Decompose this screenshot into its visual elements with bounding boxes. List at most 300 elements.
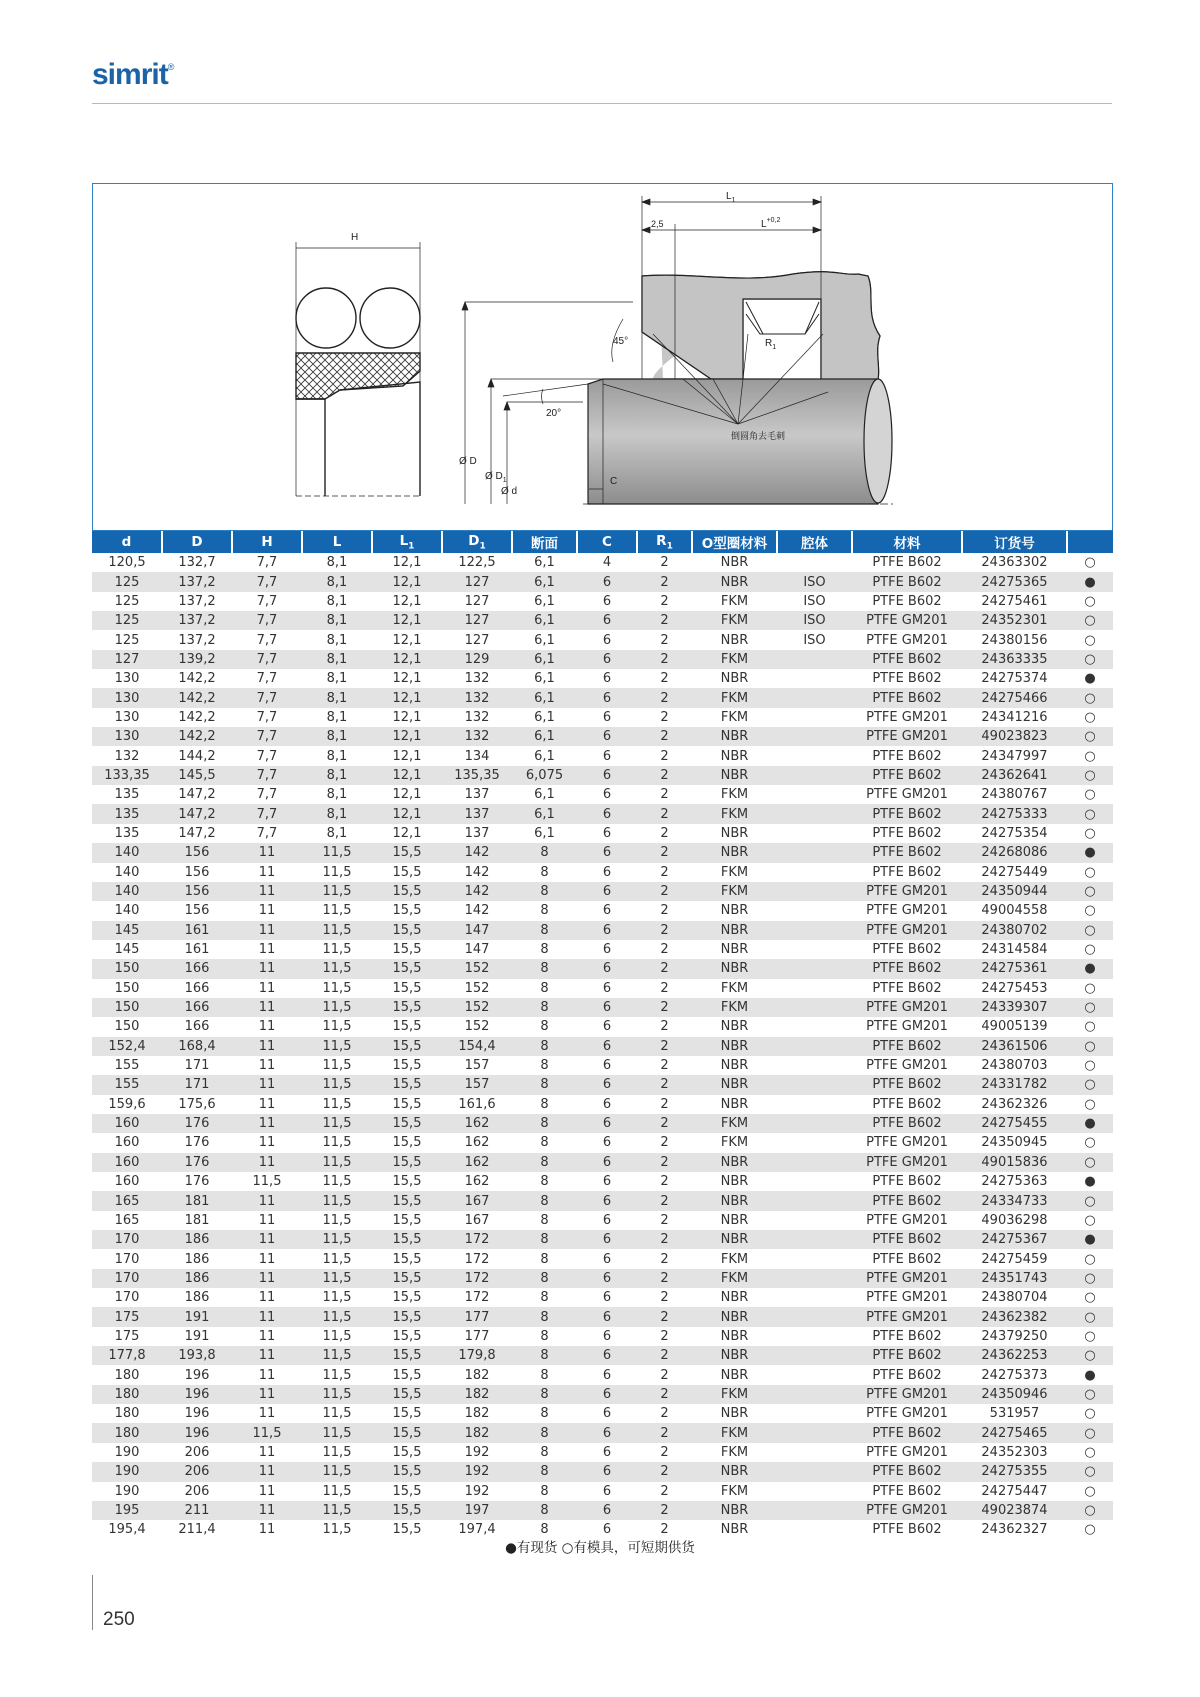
cell-col-R1: 2 [637, 727, 692, 746]
table-body [92, 553, 1113, 1540]
cell-col-material: PTFE B602 [852, 1172, 962, 1191]
cell-col-L1: 15,5 [372, 1307, 442, 1326]
cell-col-cross-section: 8 [512, 1056, 577, 1075]
cell-col-D: 191 [162, 1307, 232, 1326]
cell-col-L: 11,5 [302, 882, 372, 901]
label-angle-20: 20° [546, 408, 562, 419]
cell-col-oring-material: NBR [692, 1095, 777, 1114]
cell-col-D1: 122,5 [442, 553, 512, 572]
cell-col-L1: 15,5 [372, 1443, 442, 1462]
cell-col-cavity [777, 1172, 852, 1191]
cell-col-L: 11,5 [302, 1385, 372, 1404]
cell-col-order-number: 24362641 [962, 766, 1067, 785]
cell-col-oring-material: NBR [692, 1191, 777, 1210]
cell-col-availability: ○ [1067, 1307, 1113, 1326]
cell-col-D1: 127 [442, 611, 512, 630]
cell-col-H: 11 [232, 1095, 302, 1114]
cell-col-material: PTFE B602 [852, 592, 962, 611]
registered-mark: ® [167, 62, 174, 72]
cell-col-L: 11,5 [302, 921, 372, 940]
cell-col-L1: 15,5 [372, 1288, 442, 1307]
cell-col-L1: 12,1 [372, 824, 442, 843]
cell-col-oring-material: NBR [692, 1230, 777, 1249]
cell-col-D: 175,6 [162, 1095, 232, 1114]
cell-col-H: 11 [232, 843, 302, 862]
cell-col-H: 7,7 [232, 746, 302, 765]
cell-col-cross-section: 6,1 [512, 746, 577, 765]
cell-col-D1: 167 [442, 1191, 512, 1210]
cell-col-cavity [777, 1365, 852, 1384]
cell-col-cavity [777, 1056, 852, 1075]
cell-col-H: 11 [232, 940, 302, 959]
cell-col-availability: ○ [1067, 1133, 1113, 1152]
cell-col-oring-material: FKM [692, 998, 777, 1017]
cell-col-H: 7,7 [232, 572, 302, 591]
cell-col-L: 11,5 [302, 959, 372, 978]
cell-col-d: 155 [92, 1075, 162, 1094]
cell-col-cavity [777, 1230, 852, 1249]
cell-col-cavity [777, 1075, 852, 1094]
cell-col-material: PTFE B602 [852, 959, 962, 978]
cell-col-R1: 2 [637, 1037, 692, 1056]
cell-col-C: 6 [577, 1346, 637, 1365]
cell-col-L: 8,1 [302, 553, 372, 572]
header-col-cross-section: 断面 [512, 531, 577, 553]
cell-col-material: PTFE B602 [852, 688, 962, 707]
table-row [92, 1017, 1113, 1036]
cell-col-cross-section: 8 [512, 1075, 577, 1094]
seal-cross-section [296, 242, 420, 496]
cell-col-d: 180 [92, 1385, 162, 1404]
cell-col-C: 6 [577, 650, 637, 669]
cell-col-oring-material: NBR [692, 901, 777, 920]
cell-col-d: 150 [92, 979, 162, 998]
cell-col-L1: 12,1 [372, 630, 442, 649]
cell-col-cavity [777, 1288, 852, 1307]
cell-col-d: 125 [92, 611, 162, 630]
cell-col-cross-section: 6,1 [512, 785, 577, 804]
cell-col-availability: ○ [1067, 921, 1113, 940]
cell-col-R1: 2 [637, 1365, 692, 1384]
cell-col-availability: ○ [1067, 785, 1113, 804]
cell-col-H: 11 [232, 1443, 302, 1462]
cell-col-cavity [777, 901, 852, 920]
label-phiD: Ø D [459, 456, 477, 467]
cell-col-H: 11 [232, 1211, 302, 1230]
cell-col-order-number: 24361506 [962, 1037, 1067, 1056]
cell-col-L: 11,5 [302, 1153, 372, 1172]
cell-col-C: 6 [577, 592, 637, 611]
cell-col-availability: ○ [1067, 1269, 1113, 1288]
cell-col-d: 145 [92, 940, 162, 959]
cell-col-R1: 2 [637, 998, 692, 1017]
cell-col-cross-section: 8 [512, 1385, 577, 1404]
cell-col-R1: 2 [637, 1230, 692, 1249]
cell-col-D: 176 [162, 1114, 232, 1133]
table-row [92, 592, 1113, 611]
table-row [92, 1462, 1113, 1481]
cell-col-L1: 12,1 [372, 727, 442, 746]
table-row [92, 1404, 1113, 1423]
cell-col-oring-material: NBR [692, 1017, 777, 1036]
cell-col-cross-section: 8 [512, 998, 577, 1017]
cell-col-L: 11,5 [302, 979, 372, 998]
table-row [92, 804, 1113, 823]
cell-col-D: 161 [162, 921, 232, 940]
table-row [92, 611, 1113, 630]
cell-col-L1: 12,1 [372, 669, 442, 688]
cell-col-d: 140 [92, 882, 162, 901]
cell-col-d: 175 [92, 1327, 162, 1346]
cell-col-C: 6 [577, 901, 637, 920]
cell-col-cross-section: 8 [512, 1404, 577, 1423]
cell-col-H: 11 [232, 1037, 302, 1056]
cell-col-availability: ● [1067, 572, 1113, 591]
cell-col-L1: 15,5 [372, 1017, 442, 1036]
cell-col-L1: 12,1 [372, 592, 442, 611]
cell-col-L: 11,5 [302, 1075, 372, 1094]
table-row [92, 1211, 1113, 1230]
cell-col-R1: 2 [637, 1520, 692, 1539]
cell-col-oring-material: NBR [692, 746, 777, 765]
cell-col-H: 11 [232, 1153, 302, 1172]
cell-col-D: 186 [162, 1269, 232, 1288]
cell-col-L: 11,5 [302, 998, 372, 1017]
cell-col-D1: 152 [442, 1017, 512, 1036]
cell-col-C: 6 [577, 1307, 637, 1326]
cell-col-oring-material: FKM [692, 650, 777, 669]
cell-col-oring-material: FKM [692, 1443, 777, 1462]
cell-col-D: 211 [162, 1501, 232, 1520]
cell-col-H: 11 [232, 882, 302, 901]
cell-col-order-number: 24380704 [962, 1288, 1067, 1307]
cell-col-d: 135 [92, 804, 162, 823]
cell-col-L: 11,5 [302, 1520, 372, 1539]
cell-col-L: 8,1 [302, 592, 372, 611]
cell-col-R1: 2 [637, 611, 692, 630]
cell-col-H: 7,7 [232, 785, 302, 804]
cell-col-material: PTFE B602 [852, 1520, 962, 1539]
cell-col-cross-section: 8 [512, 1249, 577, 1268]
cell-col-D1: 147 [442, 921, 512, 940]
cell-col-cavity [777, 746, 852, 765]
cell-col-L: 8,1 [302, 785, 372, 804]
cell-col-H: 11,5 [232, 1423, 302, 1442]
cell-col-D1: 154,4 [442, 1037, 512, 1056]
cell-col-D: 176 [162, 1172, 232, 1191]
cell-col-d: 140 [92, 901, 162, 920]
cell-col-cross-section: 8 [512, 921, 577, 940]
cell-col-cavity [777, 1095, 852, 1114]
cell-col-H: 7,7 [232, 824, 302, 843]
header-col-D1: $D_1$ [442, 531, 512, 553]
cell-col-C: 6 [577, 1365, 637, 1384]
cell-col-d: 180 [92, 1365, 162, 1384]
drawing-svg [93, 184, 1114, 532]
table-row [92, 1095, 1113, 1114]
cell-col-L: 8,1 [302, 669, 372, 688]
label-phiD1: Ø $D_1$ [485, 471, 507, 484]
cell-col-R1: 2 [637, 1501, 692, 1520]
cell-col-D1: 197 [442, 1501, 512, 1520]
cell-col-cross-section: 6,1 [512, 824, 577, 843]
cell-col-R1: 2 [637, 1114, 692, 1133]
cell-col-L: 11,5 [302, 1462, 372, 1481]
cell-col-H: 11 [232, 1346, 302, 1365]
table-row [92, 882, 1113, 901]
cell-col-cross-section: 8 [512, 1269, 577, 1288]
cell-col-C: 6 [577, 863, 637, 882]
cell-col-L: 11,5 [302, 1404, 372, 1423]
table-row [92, 572, 1113, 591]
cell-col-H: 11,5 [232, 1172, 302, 1191]
cell-col-C: 6 [577, 1191, 637, 1210]
cell-col-availability: ○ [1067, 708, 1113, 727]
cell-col-H: 11 [232, 1365, 302, 1384]
brand-logo [92, 58, 173, 92]
cell-col-cavity [777, 1017, 852, 1036]
cell-col-L1: 15,5 [372, 1095, 442, 1114]
cell-col-D: 166 [162, 979, 232, 998]
cell-col-order-number: 24351743 [962, 1269, 1067, 1288]
cell-col-R1: 2 [637, 959, 692, 978]
cell-col-order-number: 24352303 [962, 1443, 1067, 1462]
cell-col-H: 11 [232, 1482, 302, 1501]
cell-col-material: PTFE GM201 [852, 1288, 962, 1307]
cell-col-R1: 2 [637, 1153, 692, 1172]
cell-col-availability: ○ [1067, 804, 1113, 823]
cell-col-C: 6 [577, 824, 637, 843]
cell-col-cavity [777, 553, 852, 572]
cell-col-D1: 135,35 [442, 766, 512, 785]
cell-col-d: 135 [92, 785, 162, 804]
cell-col-R1: 2 [637, 1346, 692, 1365]
cell-col-order-number: 24362382 [962, 1307, 1067, 1326]
cell-col-d: 170 [92, 1288, 162, 1307]
cell-col-C: 6 [577, 882, 637, 901]
cell-col-D: 166 [162, 998, 232, 1017]
cell-col-H: 7,7 [232, 669, 302, 688]
cell-col-D: 176 [162, 1133, 232, 1152]
cell-col-C: 6 [577, 1133, 637, 1152]
cell-col-order-number: 24275455 [962, 1114, 1067, 1133]
cell-col-L1: 12,1 [372, 572, 442, 591]
cell-col-d: 130 [92, 708, 162, 727]
cell-col-D: 206 [162, 1482, 232, 1501]
cell-col-material: PTFE B602 [852, 1482, 962, 1501]
cell-col-L: 11,5 [302, 1211, 372, 1230]
cell-col-H: 11 [232, 1075, 302, 1094]
cell-col-L: 11,5 [302, 863, 372, 882]
table-row [92, 1385, 1113, 1404]
cell-col-H: 11 [232, 1520, 302, 1539]
table-row [92, 1114, 1113, 1133]
cell-col-D1: 137 [442, 824, 512, 843]
cell-col-C: 6 [577, 611, 637, 630]
cell-col-D1: 132 [442, 727, 512, 746]
cell-col-D1: 132 [442, 688, 512, 707]
cell-col-R1: 2 [637, 1482, 692, 1501]
cell-col-cavity [777, 1423, 852, 1442]
cell-col-C: 6 [577, 1056, 637, 1075]
cell-col-R1: 2 [637, 746, 692, 765]
cell-col-cavity [777, 1443, 852, 1462]
cell-col-H: 11 [232, 1056, 302, 1075]
cell-col-oring-material: NBR [692, 766, 777, 785]
table-row [92, 669, 1113, 688]
cell-col-L: 11,5 [302, 1443, 372, 1462]
cell-col-D1: 192 [442, 1462, 512, 1481]
cell-col-D1: 137 [442, 804, 512, 823]
table-row [92, 1423, 1113, 1442]
cell-col-C: 6 [577, 1520, 637, 1539]
cell-col-R1: 2 [637, 1462, 692, 1481]
cell-col-D1: 172 [442, 1288, 512, 1307]
cell-col-L1: 12,1 [372, 785, 442, 804]
cell-col-cross-section: 6,1 [512, 553, 577, 572]
cell-col-cross-section: 8 [512, 1288, 577, 1307]
cell-col-d: 120,5 [92, 553, 162, 572]
cell-col-oring-material: FKM [692, 882, 777, 901]
cell-col-d: 195,4 [92, 1520, 162, 1539]
cell-col-cross-section: 6,075 [512, 766, 577, 785]
cell-col-order-number: 24362327 [962, 1520, 1067, 1539]
label-H: H [351, 232, 359, 243]
header-col-cavity: 腔体 [777, 531, 852, 553]
cell-col-oring-material: FKM [692, 1249, 777, 1268]
cell-col-D: 186 [162, 1230, 232, 1249]
cell-col-material: PTFE B602 [852, 650, 962, 669]
cell-col-D1: 192 [442, 1482, 512, 1501]
cell-col-cavity [777, 669, 852, 688]
cell-col-D1: 142 [442, 882, 512, 901]
cell-col-D: 137,2 [162, 611, 232, 630]
cell-col-cavity [777, 650, 852, 669]
cell-col-cross-section: 8 [512, 1133, 577, 1152]
cell-col-D: 132,7 [162, 553, 232, 572]
cell-col-d: 160 [92, 1172, 162, 1191]
cell-col-oring-material: FKM [692, 785, 777, 804]
cell-col-oring-material: FKM [692, 979, 777, 998]
cell-col-L1: 15,5 [372, 1346, 442, 1365]
cell-col-C: 6 [577, 1385, 637, 1404]
cell-col-availability: ○ [1067, 1346, 1113, 1365]
cell-col-cavity: ISO [777, 611, 852, 630]
cell-col-availability: ● [1067, 1365, 1113, 1384]
cell-col-L1: 15,5 [372, 1037, 442, 1056]
cell-col-order-number: 24275333 [962, 804, 1067, 823]
cell-col-material: PTFE GM201 [852, 1443, 962, 1462]
cell-col-C: 6 [577, 1327, 637, 1346]
cell-col-L1: 15,5 [372, 1365, 442, 1384]
cell-col-d: 140 [92, 863, 162, 882]
cell-col-L1: 15,5 [372, 1211, 442, 1230]
cell-col-order-number: 49023823 [962, 727, 1067, 746]
cell-col-D1: 157 [442, 1056, 512, 1075]
table-row [92, 921, 1113, 940]
cell-col-order-number: 24275453 [962, 979, 1067, 998]
cell-col-order-number: 24350944 [962, 882, 1067, 901]
cell-col-D1: 132 [442, 669, 512, 688]
cell-col-cavity [777, 1153, 852, 1172]
cell-col-order-number: 24363335 [962, 650, 1067, 669]
cell-col-d: 160 [92, 1153, 162, 1172]
cell-col-d: 127 [92, 650, 162, 669]
cell-col-L1: 15,5 [372, 998, 442, 1017]
cell-col-material: PTFE GM201 [852, 921, 962, 940]
cell-col-D1: 161,6 [442, 1095, 512, 1114]
cell-col-R1: 2 [637, 882, 692, 901]
cell-col-order-number: 24331782 [962, 1075, 1067, 1094]
cell-col-oring-material: NBR [692, 824, 777, 843]
cell-col-material: PTFE GM201 [852, 1017, 962, 1036]
table-row [92, 1056, 1113, 1075]
cell-col-cavity [777, 998, 852, 1017]
cell-col-H: 11 [232, 1307, 302, 1326]
cell-col-cavity [777, 979, 852, 998]
cell-col-D1: 182 [442, 1385, 512, 1404]
cell-col-L: 11,5 [302, 1482, 372, 1501]
cell-col-L: 11,5 [302, 1365, 372, 1384]
cell-col-material: PTFE B602 [852, 824, 962, 843]
cell-col-D: 166 [162, 959, 232, 978]
cell-col-d: 195 [92, 1501, 162, 1520]
cell-col-order-number: 24314584 [962, 940, 1067, 959]
cell-col-cavity [777, 1133, 852, 1152]
cell-col-d: 180 [92, 1404, 162, 1423]
cell-col-cross-section: 8 [512, 901, 577, 920]
cell-col-L1: 15,5 [372, 1153, 442, 1172]
cell-col-L: 11,5 [302, 1288, 372, 1307]
cell-col-C: 6 [577, 785, 637, 804]
table-row [92, 1075, 1113, 1094]
cell-col-C: 6 [577, 708, 637, 727]
cell-col-order-number: 24379250 [962, 1327, 1067, 1346]
cell-col-cross-section: 8 [512, 1482, 577, 1501]
cell-col-R1: 2 [637, 1327, 692, 1346]
table-row [92, 1365, 1113, 1384]
cell-col-oring-material: NBR [692, 669, 777, 688]
cell-col-H: 11 [232, 1404, 302, 1423]
cell-col-oring-material: NBR [692, 959, 777, 978]
cell-col-availability: ○ [1067, 553, 1113, 572]
cell-col-L: 8,1 [302, 824, 372, 843]
cell-col-L1: 15,5 [372, 1327, 442, 1346]
cell-col-L1: 15,5 [372, 1191, 442, 1210]
cell-col-cavity: ISO [777, 572, 852, 591]
cell-col-cross-section: 6,1 [512, 592, 577, 611]
cell-col-oring-material: NBR [692, 1075, 777, 1094]
cell-col-L: 8,1 [302, 688, 372, 707]
cell-col-C: 6 [577, 1404, 637, 1423]
cell-col-C: 6 [577, 1501, 637, 1520]
cell-col-L: 11,5 [302, 1191, 372, 1210]
cell-col-cross-section: 8 [512, 1346, 577, 1365]
cell-col-availability: ○ [1067, 824, 1113, 843]
cell-col-D: 142,2 [162, 708, 232, 727]
cell-col-material: PTFE GM201 [852, 1501, 962, 1520]
cell-col-cross-section: 8 [512, 1037, 577, 1056]
cell-col-L1: 15,5 [372, 959, 442, 978]
cell-col-availability: ○ [1067, 940, 1113, 959]
cell-col-availability: ○ [1067, 611, 1113, 630]
cell-col-L: 8,1 [302, 650, 372, 669]
cell-col-H: 7,7 [232, 766, 302, 785]
cell-col-order-number: 24275449 [962, 863, 1067, 882]
table-row [92, 1346, 1113, 1365]
cell-col-order-number: 24275363 [962, 1172, 1067, 1191]
cell-col-material: PTFE B602 [852, 746, 962, 765]
